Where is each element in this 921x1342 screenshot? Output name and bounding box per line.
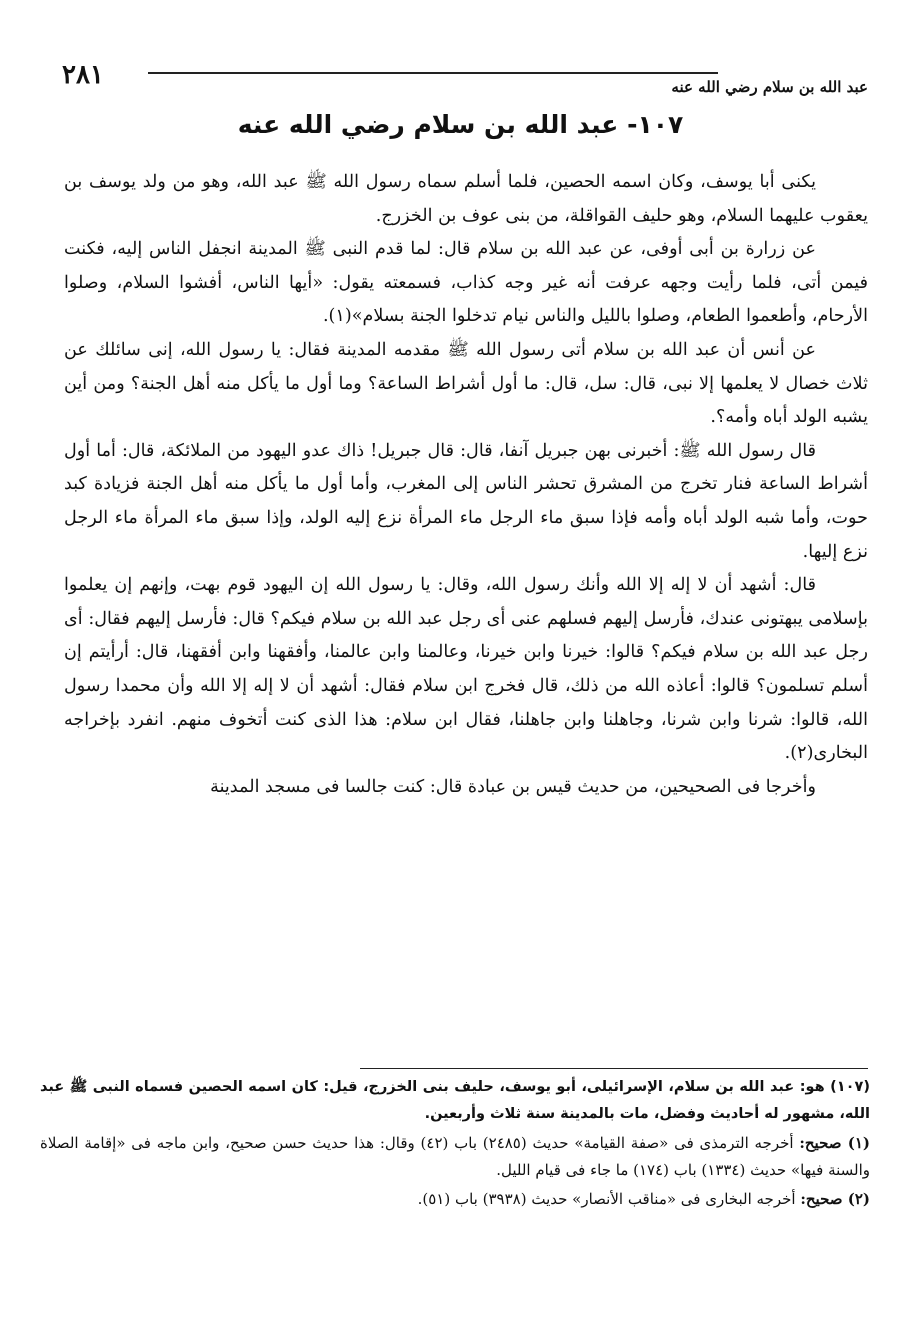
chapter-title: ١٠٧- عبد الله بن سلام رضي الله عنه: [237, 110, 684, 139]
footnotes: [40, 1074, 870, 1213]
header-rule: [148, 72, 718, 74]
footnote-2-text: أخرجه البخارى فى «مناقب الأنصار» حديث (٣٩٣٨) باب (٥١).: [417, 1190, 796, 1208]
footnote-1: [40, 1130, 870, 1184]
paragraph-prophet-answer: قال رسول الله ﷺ: أخبرنى بهن جبريل آنفا، قال: قال جبريل! ذاك عدو اليهود من الملائكة، قال: أما أول أشراط الساعة فنار تخرج من المشرق تحشر الناس إلى المغرب، وأما أول ما يأكل منه أهل الجنة فزيادة كبد حوت، وأما شبه الولد أباه وأمه فإذا سبق ماء الرجل ماء المرأة نزع إليه الولد، وإذا سبق ماء المرأة ماء الرجل نزع إليها.: [64, 440, 868, 562]
paragraph-anas-question: عن أنس أن عبد الله بن سلام أتى رسول الله ﷺ مقدمه المدينة فقال: يا رسول الله، إنى سائلك عن ثلاث خصال لا يعلمها إلا نبى، قال: سل، قال: ما أول أشراط الساعة؟ وما أول ما يأكل منه أهل الجنة؟ ومن أين يشبه الولد أباه وأمه؟.: [64, 339, 868, 428]
page-number: ٢٨١: [62, 60, 104, 90]
paragraph-shahada-story: قال: أشهد أن لا إله إلا الله وأنك رسول الله، وقال: يا رسول الله إن اليهود قوم بهت، وإنهم إن يعلموا بإسلامى يبهتونى عندك، فأرسل إليهم فسلهم عنى أى رجل عبد الله بن سلام فيكم؟ قال: فأرسل إليهم فقال: أى رجل عبد الله بن سلام فيكم؟ قالوا: خيرنا وابن خيرنا، وعالمنا وابن عالمنا، وأفقهنا وابن أفقهنا، قال: أرأيتم إن أسلم تسلمون؟ قالوا: أعاذه الله من ذلك، قال فخرج ابن سلام فقال: أشهد أن لا إله إلا الله وأن محمدا رسول الله، قالوا: شرنا وابن شرنا، وجاهلنا وابن جاهلنا، فقال ابن سلام: هذا الذى كنت أتخوف منهم. انفرد بإخراجه البخارى(٢).: [64, 575, 868, 764]
footnote-1-text: أخرجه الترمذى فى «صفة القيامة» حديث (٢٤٨٥) باب (٤٢) وقال: هذا حديث حسن صحيح، وابن ماجه فى «إقامة الصلاة والسنة فيها» حديث (١٣٣٤) باب (١٧٤) ما جاء فى قيام الليل.: [40, 1134, 870, 1179]
footnote-2: [40, 1186, 870, 1213]
paragraph-intro: يكنى أبا يوسف، وكان اسمه الحصين، فلما أسلم سماه رسول الله ﷺ عبد الله، وهو من ولد يوسف بن يعقوب عليهما السلام، وهو حليف القواقلة، من بنى عوف بن الخزرج.: [64, 172, 868, 226]
footnote-1-grade: (١) صحيح:: [799, 1134, 870, 1152]
footnote-biography: (١٠٧) هو: عبد الله بن سلام، الإسرائيلى، أبو يوسف، حليف بنى الخزرج، قيل: كان اسمه الحصين فسماه النبى ﷺ عبد الله، مشهور له أحاديث وفضل، مات بالمدينة سنة ثلاث وأربعين.: [40, 1079, 870, 1122]
body-text: [64, 166, 868, 804]
footnote-2-grade: (٢) صحيح:: [800, 1190, 870, 1208]
paragraph-zurara-hadith: عن زرارة بن أبى أوفى، عن عبد الله بن سلام قال: لما قدم النبى ﷺ المدينة انجفل الناس إليه، فكنت فيمن أتى، فلما رأيت وجهه عرفت أنه غير وجه كذاب، فسمعته يقول: «أيها الناس، أفشوا السلام، وصلوا الأرحام، وأطعموا الطعام، وصلوا بالليل والناس نيام تدخلوا الجنة بسلام»(١).: [64, 239, 868, 327]
footnote-divider: [360, 1068, 868, 1069]
paragraph-qays-hadith: وأخرجا فى الصحيحين، من حديث قيس بن عبادة قال: كنت جالسا فى مسجد المدينة: [210, 776, 816, 797]
page-header: [60, 56, 868, 106]
running-title: عبد الله بن سلام رضي الله عنه: [671, 78, 868, 96]
